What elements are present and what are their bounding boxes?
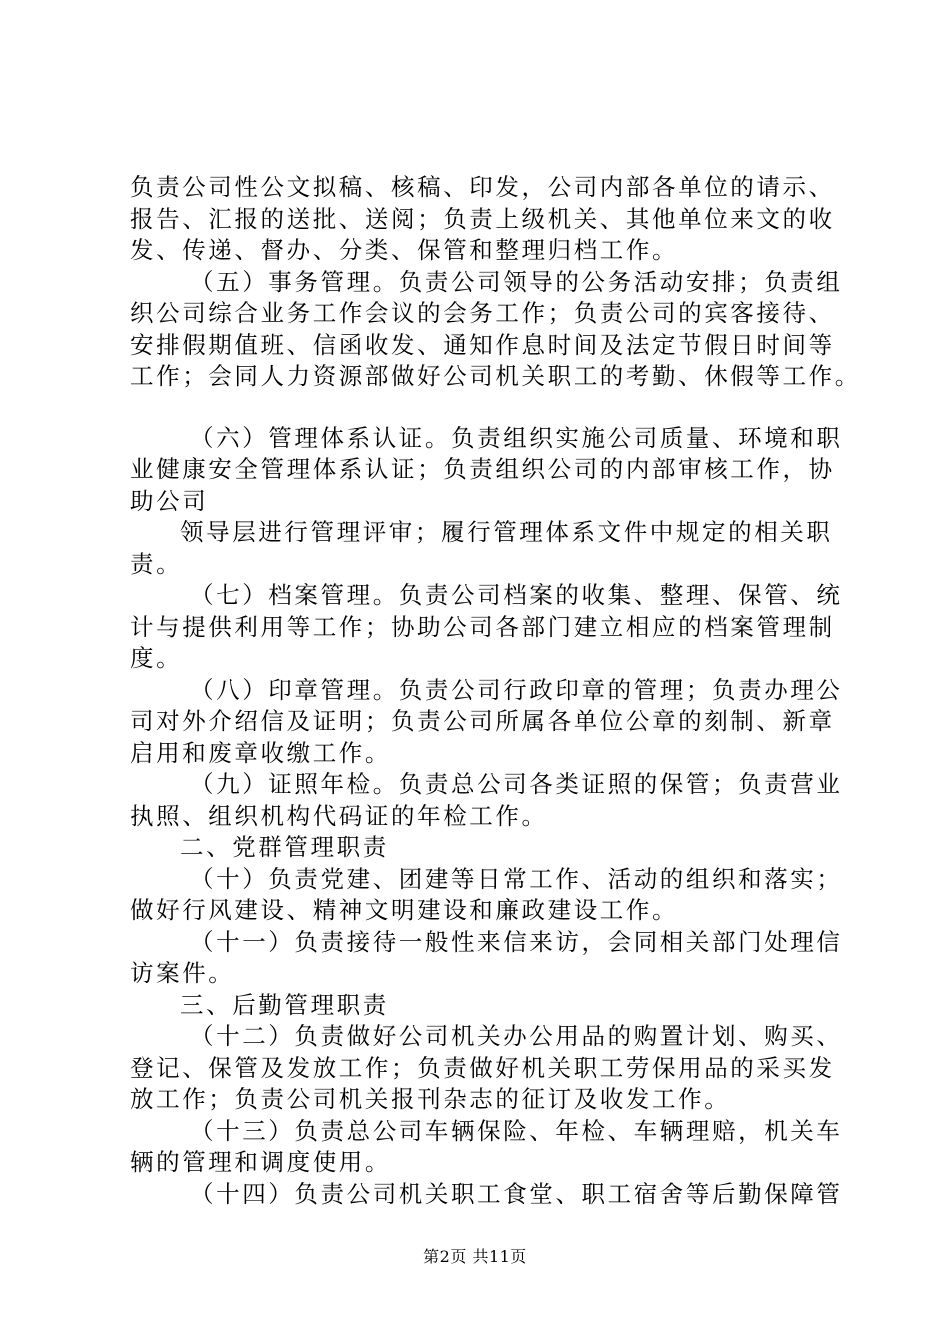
section-twelve-heading: （十二）负责做好公司机关办公用品的购置计划、购买、: [190, 1022, 843, 1050]
page-number-footer: 第2页 共11页: [423, 1247, 527, 1266]
text-line: 放工作；负责公司机关报刊杂志的征订及收发工作。: [130, 1085, 731, 1113]
text-line: 辆的管理和调度使用。: [130, 1148, 391, 1176]
text-line: 工作；会同人力资源部做好公司机关职工的考勤、休假等工作。: [130, 362, 861, 390]
party-duties-heading: 二、党群管理职责: [180, 833, 389, 861]
text-line: 负责公司性公文拟稿、核稿、印发，公司内部各单位的请示、: [130, 173, 835, 201]
section-eleven-heading: （十一）负责接待一般性来信来访，会同相关部门处理信: [190, 927, 843, 956]
section-six-heading: （六）管理体系认证。负责组织实施公司质量、环境和职: [190, 423, 843, 452]
text-line: 织公司综合业务工作会议的会务工作；负责公司的宾客接待、: [130, 299, 835, 327]
text-line: 业健康安全管理体系认证；负责组织公司的内部审核工作，协: [130, 455, 835, 483]
text-line: 执照、组织机构代码证的年检工作。: [130, 801, 548, 830]
section-seven-heading: （七）档案管理。负责公司档案的收集、整理、保管、统: [190, 581, 843, 609]
section-thirteen-heading: （十三）负责总公司车辆保险、年检、车辆理赔，机关车: [190, 1116, 843, 1145]
text-line: 司对外介绍信及证明；负责公司所属各单位公章的刻制、新章: [130, 707, 835, 735]
text-line: 领导层进行管理评审；履行管理体系文件中规定的相关职: [180, 518, 833, 546]
section-ten-heading: （十）负责党建、团建等日常工作、活动的组织和落实；: [190, 864, 843, 893]
section-eight-heading: （八）印章管理。负责公司行政印章的管理；负责办理公: [190, 675, 843, 704]
text-line: 助公司: [130, 486, 209, 515]
text-line: 启用和废章收缴工作。: [130, 738, 391, 767]
paragraph-gap: [130, 393, 836, 423]
text-line: 度。: [130, 644, 183, 672]
text-line: 责。: [130, 549, 183, 578]
document-body: [130, 172, 861, 1210]
text-line: 发、传递、督办、分类、保管和整理归档工作。: [130, 236, 679, 264]
text-line: 做好行风建设、精神文明建设和廉政建设工作。: [130, 896, 679, 924]
text-line: 访案件。: [130, 959, 235, 987]
logistics-duties-heading: 三、后勤管理职责: [180, 990, 389, 1019]
text-line: 计与提供利用等工作；协助公司各部门建立相应的档案管理制: [130, 612, 835, 641]
section-fourteen-heading: （十四）负责公司机关职工食堂、职工宿舍等后勤保障管: [190, 1179, 843, 1208]
text-line: 登记、保管及发放工作；负责做好机关职工劳保用品的采买发: [130, 1053, 835, 1082]
text-line: 安排假期值班、信函收发、通知作息时间及法定节假日时间等: [130, 330, 835, 359]
section-five-heading: （五）事务管理。负责公司领导的公务活动安排；负责组: [190, 267, 843, 296]
section-nine-heading: （九）证照年检。负责总公司各类证照的保管；负责营业: [190, 770, 843, 798]
text-line: 报告、汇报的送批、送阅；负责上级机关、其他单位来文的收: [130, 204, 835, 233]
